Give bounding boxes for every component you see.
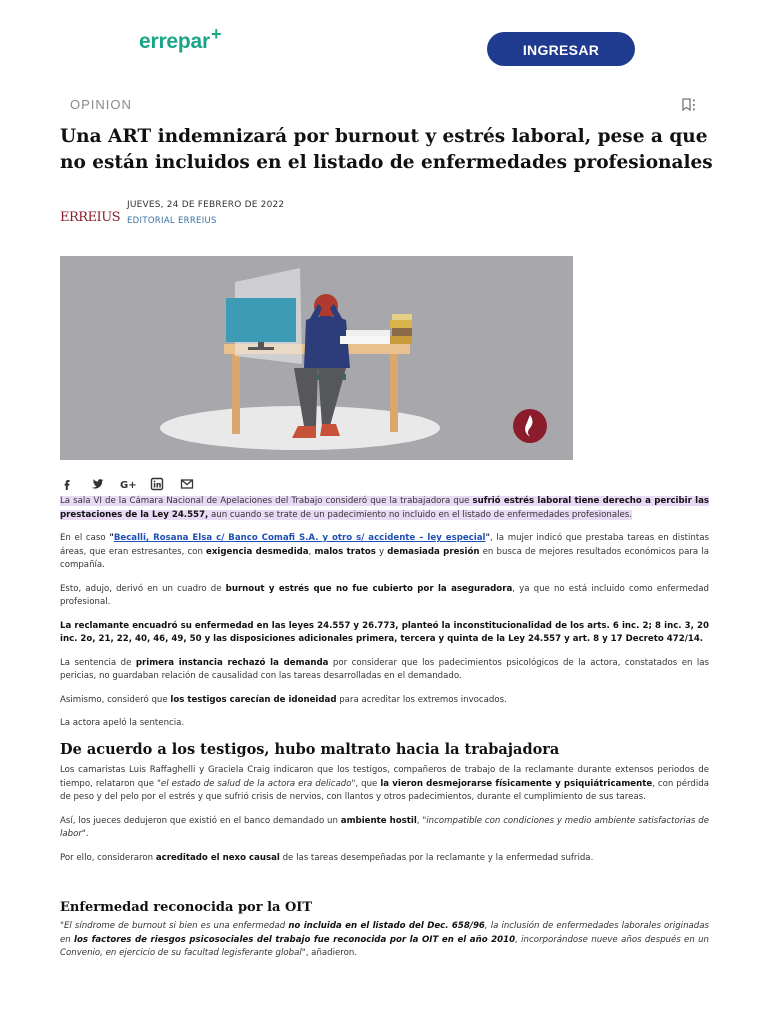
article-body-2	[60, 764, 709, 875]
logo-text: errepar	[139, 30, 210, 53]
paragraph-1: La sala VI de la Cámara Nacional de Apelaciones del Trabajo consideró que la trabajadora que sufrió estrés laboral tiene derecho a percibir las prestaciones de la Ley 24.557, aun cuando se trate de un padecimiento no incluido en el listado de enfermedades profesionales.	[60, 496, 709, 520]
paragraph-11: "El síndrome de burnout si bien es una enfermedad no incluida en el listado del Dec. 658/96, la inclusión de enfermedades laborales originadas en los factores de riesgos psicosociales del trabajo fue reconocida por la OIT en el año 2010, incorporándose nueve años después en un Convenio, en ejercicio de su facultad legisferante global", añadieron.	[60, 921, 709, 958]
erreius-logo-text: ERREIUS	[60, 210, 121, 225]
site-header	[0, 0, 768, 90]
case-link[interactable]: Becalli, Rosana Elsa c/ Banco Comafi S.A. y otro s/ accidente – ley especial	[113, 533, 486, 543]
email-icon[interactable]	[180, 476, 194, 490]
paragraph-6: Asimismo, consideró que los testigos carecían de idoneidad para acreditar los extremos invocados.	[60, 694, 507, 705]
paragraph-8: Los camaristas Luis Raffaghelli y Graciela Craig indicaron que los testigos, compañeros de trabajo de la reclamante durante extensos periodos de tiempo, relataron que "el estado de salud de la actora era delicado", que la vieron desmejorarse físicamente y psiquiátricamente, con pérdida de peso y del pelo por el estrés y que sufrió crisis de nervios, con llantos y otros padecimientos, durante el cumplimiento de sus tareas.	[60, 765, 709, 802]
bookmark-icon[interactable]	[682, 98, 698, 112]
hero-illustration	[60, 256, 573, 460]
subheading-oit: Enfermedad reconocida por la OIT	[60, 900, 313, 915]
article-body-3	[60, 920, 709, 961]
facebook-icon[interactable]	[60, 476, 74, 490]
paragraph-10: Por ello, consideraron acreditado el nexo causal de las tareas desempeñadas por la reclamante y la enfermedad sufrida.	[60, 852, 594, 863]
twitter-icon[interactable]	[90, 476, 104, 490]
logo-plus: +	[210, 24, 222, 44]
paragraph-4: La reclamante encuadró su enfermedad en las leyes 24.557 y 26.773, planteó la inconstitucionalidad de los arts. 6 inc. 2; 8 inc. 3, 20 inc. 2o, 21, 22, 40, 46, 49, 50 y las disposiciones adicionales primera, tercera y quinta de la Ley 24.557 y art. 8 y 17 Decreto 472/14.	[60, 620, 709, 644]
publish-date: JUEVES, 24 DE FEBRERO DE 2022	[127, 200, 285, 210]
paragraph-5: La sentencia de primera instancia rechazó la demanda por considerar que los padecimientos psicológicos de la actora, constatados en las pericias, no guardaban relación de causalidad con las tareas desarrolladas en el demandado.	[60, 657, 710, 681]
subheading-witnesses: De acuerdo a los testigos, hubo maltrato hacia la trabajadora	[60, 741, 560, 758]
svg-text:G+: G+	[120, 479, 137, 491]
paragraph-2: En el caso "Becalli, Rosana Elsa c/ Banco Comafi S.A. y otro s/ accidente – ley especial", la mujer indicó que prestaba tareas en distintas áreas, que eran estresantes, con exigencia desmedida, malos tratos y demasiada presión en busca de mejores resultados económicos para la compañía.	[60, 533, 709, 570]
paragraph-7: La actora apeló la sentencia.	[60, 718, 185, 728]
author-link[interactable]: EDITORIAL ERREIUS	[127, 216, 217, 226]
google-plus-icon[interactable]	[120, 476, 137, 491]
erreius-logo	[60, 204, 122, 226]
paragraph-3: Esto, adujo, derivó en un cuadro de burnout y estrés que no fue cubierto por la aseguradora, ya que no está incluido como enfermedad profesional.	[60, 583, 709, 607]
linkedin-icon[interactable]	[150, 476, 164, 490]
section-label[interactable]: OPINION	[70, 97, 132, 112]
share-bar	[60, 472, 205, 491]
article-title: Una ART indemnizará por burnout y estrés laboral, pese a que no están incluidos en el listado de enfermedades profesionales	[60, 126, 713, 173]
paragraph-9: Así, los jueces dedujeron que existió en el banco demandado un ambiente hostil, "incompatible con condiciones y medio ambiente satisfactorias de labor".	[60, 815, 709, 839]
login-button[interactable]: INGRESAR	[487, 32, 635, 66]
errepar-logo[interactable]	[139, 24, 222, 54]
article-body	[60, 495, 709, 741]
